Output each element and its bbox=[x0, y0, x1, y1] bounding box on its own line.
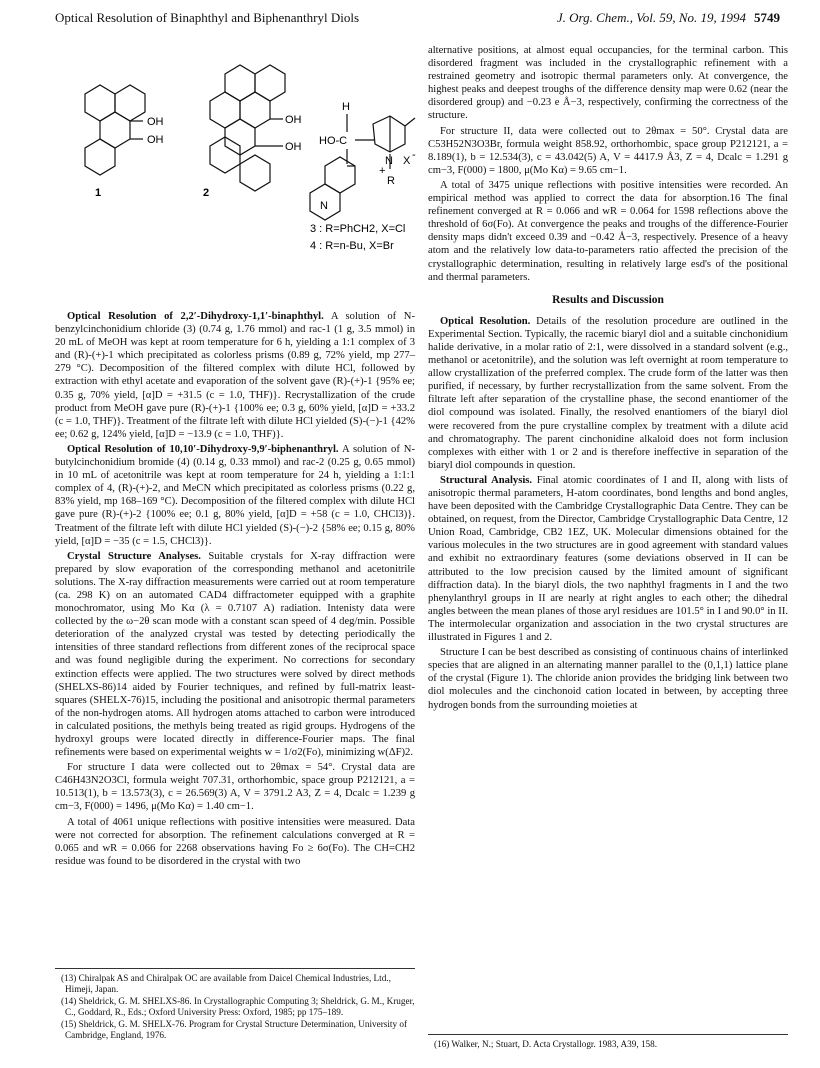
compound-2-structure bbox=[210, 65, 285, 191]
biphenanthryl-body: A solution of N-butylcinchonidium bromide (4) (0.14 g, 0.33 mmol) and rac-2 (0.25 g, 0.65 mmol) in 10 mL of acetonitrile was kept at room temperature for 24 h, yielding a 1:1:1 complex of 4, (R)-(+)-2, and MeCN which precipitated as colorless prisms (0.22 g, 83% yield, mp 168–169 °C). Decomposition of the filtered complex with dilute HCl gave pure (R)-(+)-2 {100% ee; 0.1 g, 80% yield, [α]D = +58 (c = 1.0, CHCl3)}. Treatment of the filtrate left with dilute HCl yielded (S)-(−)-2 {58% ee; 0.15 g, 80% yield, [α]D = −35 (c = 1.5, CHCl3)}. bbox=[55, 443, 415, 547]
compound-3-r-group: R bbox=[387, 175, 395, 187]
footnotes-left bbox=[55, 968, 415, 1042]
footnote-13: (13) Chiralpak AS and Chiralpak OC are available from Daicel Chemical Industries, Ltd., Himeji, Japan. bbox=[61, 973, 391, 994]
compound-1-structure bbox=[85, 85, 145, 175]
paragraph-reflections-ii: A total of 3475 unique reflections with positive intensities were recorded. An empirical method was applied to correct the data for absorption.16 The final refinement converged at R = 0.066 and wR = 0.064 for 1598 reflections above the threshold of 6σ(Fo). At convergence the peaks and troughs of the difference-Fourier density maps didn't exceed 0.39 and −0.42 Å−3, respectively. Presence of a heavy atom and the relatively low data-to-parameters ratio affected the precision of the crystallographic determination, resulting in relatively large esd's of the positional and thermal parameters. bbox=[428, 179, 788, 283]
compound-3-h-atom: H bbox=[342, 101, 350, 113]
compound-3-counterion: X bbox=[403, 155, 411, 167]
paragraph-structural-analysis bbox=[428, 474, 788, 644]
left-column bbox=[55, 310, 415, 870]
paragraph-reflections-i: A total of 4061 unique reflections with positive intensities were measured. Data were not corrected for absorption. The refinement calculations converged at R = 0.065 and wR = 0.066 for 2268 observations having Fo ≥ 6σ(Fo). The CH=CH2 residue was found to be disordered in the crystal with two bbox=[55, 816, 415, 867]
compound-1-oh-top: OH bbox=[147, 116, 164, 128]
compound-3-charge: + bbox=[379, 165, 386, 177]
optical-resolution-body: Details of the resolution procedure are outlined in the Experimental Section. Typically, the racemic biaryl diol and a suitable cinchonidium halide derivative, in a molar ratio of 2:1, were dissolved in a standard solvent (e.g., methanol or acetonitrile), and the solution was left overnight at room temperature to allow crystallization of the preferred complex. The crude form of the latter was then purified, if necessary, by further recrystallization from the same solvent. From the filtrate left after separation of the crystalline phase, the second enantiomer of the diol compound was isolated. Finally, the resolved enantiomers of the biaryl diol were recovered from the pure crystalline complex by treatment with a dilute acid and chromatography. The parent cinchonidine alkaloid does not form inclusion complexes with either with 1 or 2 and is therefore ineffective in separation of the biaryl diol compounds in question. bbox=[428, 315, 788, 471]
running-header: Optical Resolution of Binaphthyl and Biphenanthryl Diols bbox=[55, 10, 360, 25]
right-column bbox=[428, 44, 788, 714]
paragraph-biphenanthryl-resolution bbox=[55, 443, 415, 548]
chemical-structures-figure bbox=[55, 44, 415, 304]
compound-2-oh-top: OH bbox=[285, 114, 302, 126]
structural-analysis-heading: Structural Analysis. bbox=[440, 474, 533, 486]
binaphthyl-body: A solution of N-benzylcinchonidium chloride (3) (0.74 g, 1.76 mmol) and rac-1 (1 g, 3.5 mmol) in 20 mL of MeOH was kept at room temperature for 6 h, yielding a 1:1 complex of 3 and (R)-(+)-1 which precipitated as colorless prisms (0.89 g, 72% yield, mp 277–279 °C). Decomposition of the filtered complex with dilute HCl, followed by extraction with ethyl acetate and evaporation of the solvent gave (R)-(+)-1 {95% ee; 0.35 g, 70% yield, [α]D = +31.5 (c = 1.0, THF)}. Recrystallization of the crude product from MeOH gave pure (R)-(+)-1 {100% ee; 0.3 g, 60% yield, [α]D = +33.2 (c = 1.0, THF)}. Treatment of the filtrate left with dilute HCl yielded (S)-(−)-1 {42% ee; 0.62 g, 124% yield, [α]D = −13.9 (c = 1.0, THF)}. bbox=[55, 311, 415, 440]
compound-2-label: 2 bbox=[203, 187, 210, 199]
compound-3-quinoline-n: N bbox=[320, 200, 328, 212]
footnote-14: (14) Sheldrick, G. M. SHELXS-86. In Crystallographic Computing 3; Sheldrick, G. M., Kruger, C., Goddard, R., Eds.; Oxford University Press: Oxford, 1985; pp 175–189. bbox=[61, 996, 415, 1017]
footnotes-right bbox=[428, 1034, 788, 1051]
compound-2-oh-bottom: OH bbox=[285, 141, 302, 153]
compound-1-oh-bottom: OH bbox=[147, 134, 164, 146]
binaphthyl-heading: Optical Resolution of 2,2′-Dihydroxy-1,1′-binaphthyl. bbox=[67, 311, 324, 322]
compound-3-hoc-group: HO-C bbox=[319, 135, 348, 147]
structural-analysis-body: Final atomic coordinates of I and II, along with lists of anisotropic thermal parameters, H-atom coordinates, bond lengths and bond angles, have been deposited with the Cambridge Crystallographic Data Centre. They can be obtained, on request, from the Director, Cambridge Crystallographic Data Centre, 12 Union Road, Cambridge, CB2 1EZ, UK. Molecular dimensions obtained for the various molecules in the two structures are in good agreement with standard values and exhibit no extraordinary features (some deviations observed in II can be attributed to the low precision caused by the limited amount of significant diffraction data). In the biaryl diols, the two naphthyl fragments in I and the two phenylanthryl groups in II are nearly at right angles to each other; the dihedral angles between the mean planes of those aryl residues are 101.5° in I and 90.0° in II. The intermolecular organization and association in the two crystal structures are illustrated in Figures 1 and 2. bbox=[428, 474, 789, 644]
paragraph-disorder: alternative positions, at almost equal occupancies, for the terminal carbon. This disordered fragment was included in the crystallographic refinement with a restrained geometry and isotropic thermal parameters only. At convergence, the highest peaks and deepest troughs of the difference density map were 0.62 (near the disordered group) and −0.23 e Å−3, respectively, confirming the correctness of the structure. bbox=[428, 45, 788, 122]
paragraph-structure-i-data: For structure I data were collected out to 2θmax = 54°. Crystal data are C46H43N2O3Cl, formula weight 707.31, orthorhombic, space group P212121, a = 10.513(1), b = 13.573(3), c = 26.569(3) A, V = 3791.2 A3, Z = 4, Dcalc = 1.239 g cm−3, F(000) = 1496, μ(Mo Kα) = 1.40 cm−1. bbox=[55, 762, 415, 813]
compound-1-label: 1 bbox=[95, 187, 102, 199]
footnote-16: (16) Walker, N.; Stuart, D. Acta Crystallogr. 1983, A39, 158. bbox=[434, 1039, 658, 1049]
paragraph-optical-resolution bbox=[428, 315, 788, 472]
crystal-body: Suitable crystals for X-ray diffraction were prepared by slow evaporation of the corresponding methanol and acetonitrile solutions. The X-ray diffraction measurements were carried out at room temperature (ca. 298 K) on an automated CAD4 diffractometer equipped with a graphite monochromator, using Mo Kα (λ = 0.7107 A) radiation. Intenisty data were collected by the ω−2θ scan mode with a constant scan speed of 4 deg/min. Possible deterioration of the analyzed crystal was tested by detecting periodically the intensities of three standard reflections from different zones of the reciprocal space and was found negligible during the experiment. No corrections for secondary extinction effects were applied. The two structures were solved by direct methods (SHELXS-86)14 aided by Fourier techniques, and refined by full-matrix least-squares (SHELX-76)15, including the positional and anisotropic thermal parameters of the non-hydrogen atoms. All hydrogen atoms attached to carbon were introduced in calculated positions, the methyls being treated as rigid groups. Hydrogens of the hydroxyl groups were located directly in difference-Fourier maps. The final refinements were based on experimental weights w = 1/σ2(Fo), minimizing w(ΔF)2. bbox=[55, 550, 415, 759]
section-heading: Results and Discussion bbox=[552, 293, 664, 306]
paragraph-crystal-structure bbox=[55, 550, 415, 760]
crystal-heading: Crystal Structure Analyses. bbox=[67, 550, 201, 562]
optical-resolution-heading: Optical Resolution. bbox=[440, 315, 531, 327]
page-number: 5749 bbox=[754, 10, 780, 25]
compound-4-legend: 4 : R=n-Bu, X=Br bbox=[310, 240, 394, 252]
compound-3-anion-charge: - bbox=[412, 149, 416, 161]
paragraph-binaphthyl-resolution bbox=[55, 310, 415, 441]
compound-3-legend: 3 : R=PhCH2, X=Cl bbox=[310, 223, 406, 235]
footnote-15: (15) Sheldrick, G. M. SHELX-76. Program for Crystal Structure Determination, University of Cambridge, England, 1976. bbox=[61, 1019, 407, 1040]
paragraph-structure-ii-data: For structure II, data were collected out to 2θmax = 50°. Crystal data are C53H52N3O3Br, formula weight 858.92, orthorhombic, space group P212121, a = 8.189(1), b = 12.534(3), c = 43.042(5) A, V = 4417.9 Å3, Z = 4, Dcalc = 1.291 g cm−3, F(000) = 1800, μ(Mo Kα) = 9.65 cm−1. bbox=[428, 125, 788, 176]
compound-3-nitrogen: N bbox=[385, 155, 393, 167]
journal-citation bbox=[557, 10, 780, 26]
journal-name: J. Org. Chem., Vol. 59, No. 19, 1994 bbox=[556, 10, 746, 25]
paragraph-structure-i-description: Structure I can be best described as consisting of continuous chains of interlinked species that are aligned in an alternating manner parallel to the (0,1,1) lattice plane of the crystal (Figure 1). The chloride anion provides the bridging link between two diol molecules and the cinchonoid cation located in between, by accepting three hydrogen bonds from the surrounding moieties at bbox=[428, 647, 788, 711]
biphenanthryl-heading: Optical Resolution of 10,10′-Dihydroxy-9,9′-biphenanthryl. bbox=[67, 443, 339, 455]
